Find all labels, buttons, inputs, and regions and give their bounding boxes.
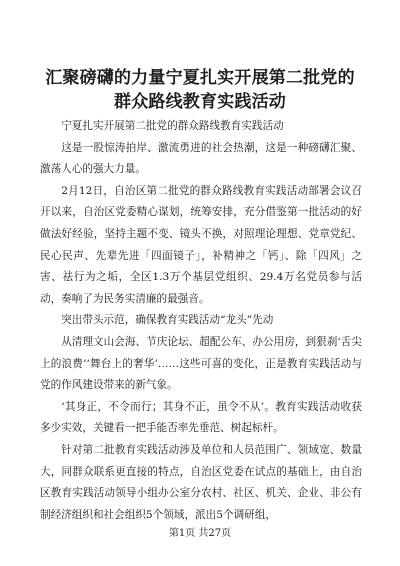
paragraph: 2月12日，自治区第二批党的群众路线教育实践活动部署会议召开以来，自治区党委精心谋划，统筹安排，充分借鉴第一批活动的好做法好经验，坚持主题不变、镜头不换，对照理论理想、党章党纪、民心民声、先辈先进「四面镜子」，补精神之「钙」、除「四风」之害、祛行为之垢，全区1.3万个基层党组织、29.4万名党员参与活动，奏响了为民务实清廉的最强音。	[40, 184, 362, 305]
document-title: 汇聚磅礴的力量宁夏扎实开展第二批党的群众路线教育实践活动	[45, 68, 355, 112]
paragraph-subtitle: 宁夏扎实开展第二批党的群众路线教育实践活动	[61, 120, 284, 132]
paragraph: 从清理文山会海、节庆论坛、超配公车、办公用房，到狠刹‘舌尖上的浪费’‘舞台上的奢华’……这些可喜的变化，正是教育实践活动与党的作风建设带来的新气象。	[40, 335, 362, 392]
paragraph: 针对第二批教育实践活动涉及单位和人员范围广、领域宽、数量大，同群众联系更直接的特点，自治区党委在试点的基础上，由自治区教育实践活动领导小组办公室分农村、社区、机关、企业、非公有制经济组织和社会组织5个领域，派出5个调研组，	[40, 443, 362, 521]
paragraph-heading: 突出带头示范，确保教育实践活动“龙头”先动	[61, 314, 274, 327]
document-body	[40, 116, 362, 526]
paragraph: 这是一股惊涛拍岸、激流勇进的社会热潮，这是一种磅礴汇聚、激荡人心的强大力量。	[40, 141, 362, 176]
page-footer: 第1页 共27页	[168, 528, 232, 539]
paragraph: ‘其身正，不令而行；其身不正，虽令不从’。教育实践活动收获多少实效，关键看一把手能否率先垂范、树起标杆。	[40, 400, 362, 435]
